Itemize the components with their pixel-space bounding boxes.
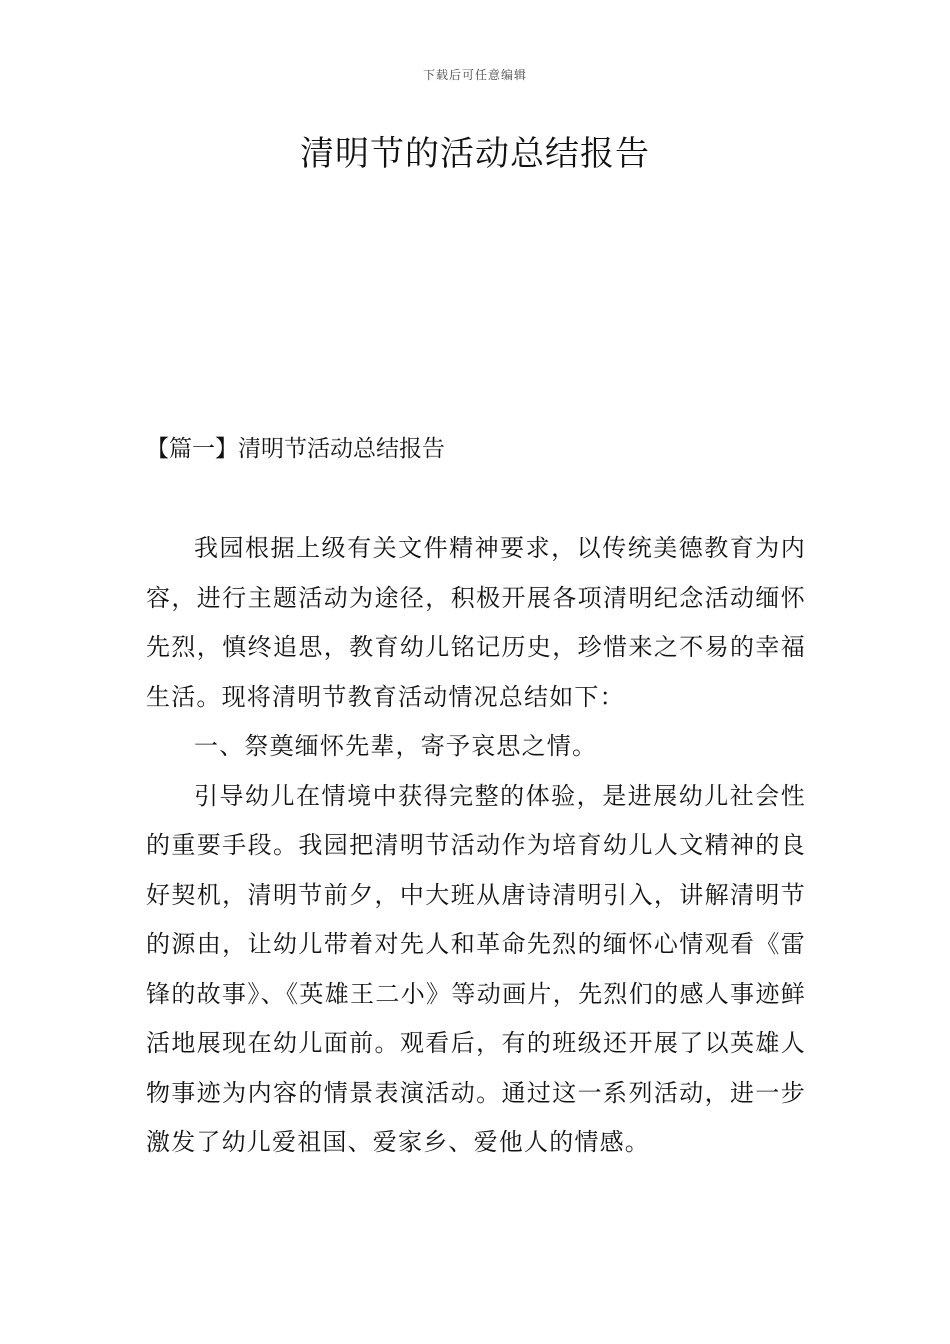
paragraph-intro: 我园根据上级有关文件精神要求，以传统美德教育为内容，进行主题活动为途径，积极开展各项清明纪念活动缅怀先烈，慎终追思，教育幼儿铭记历史，珍惜来之不易的幸福生活。现将清明节教育活动情况总结如下：: [146, 534, 806, 711]
paragraph-body: 引导幼儿在情境中获得完整的体验，是进展幼儿社会性的重要手段。我园把清明节活动作为培育幼儿人文精神的良好契机，清明节前夕，中大班从唐诗清明引入，讲解清明节的源由，让幼儿带着对先人和革命先烈的缅怀心情观看《雷锋的故事》、《英雄王二小》等动画片，先烈们的感人事迹鲜活地展现在幼儿面前。观看后，有的班级还开展了以英雄人物事迹为内容的情景表演活动。通过这一系列活动，进一步激发了幼儿爱祖国、爱家乡、爱他人的情感。: [146, 781, 806, 1156]
document-title: 清明节的活动总结报告: [300, 134, 650, 174]
section-heading: 【篇一】清明节活动总结报告: [146, 436, 445, 462]
header-note: 下载后可任意编辑: [422, 68, 527, 82]
paragraph-subheading: 一、祭奠缅怀先辈，寄予哀思之情。: [194, 732, 598, 760]
body-text: [146, 524, 806, 1168]
